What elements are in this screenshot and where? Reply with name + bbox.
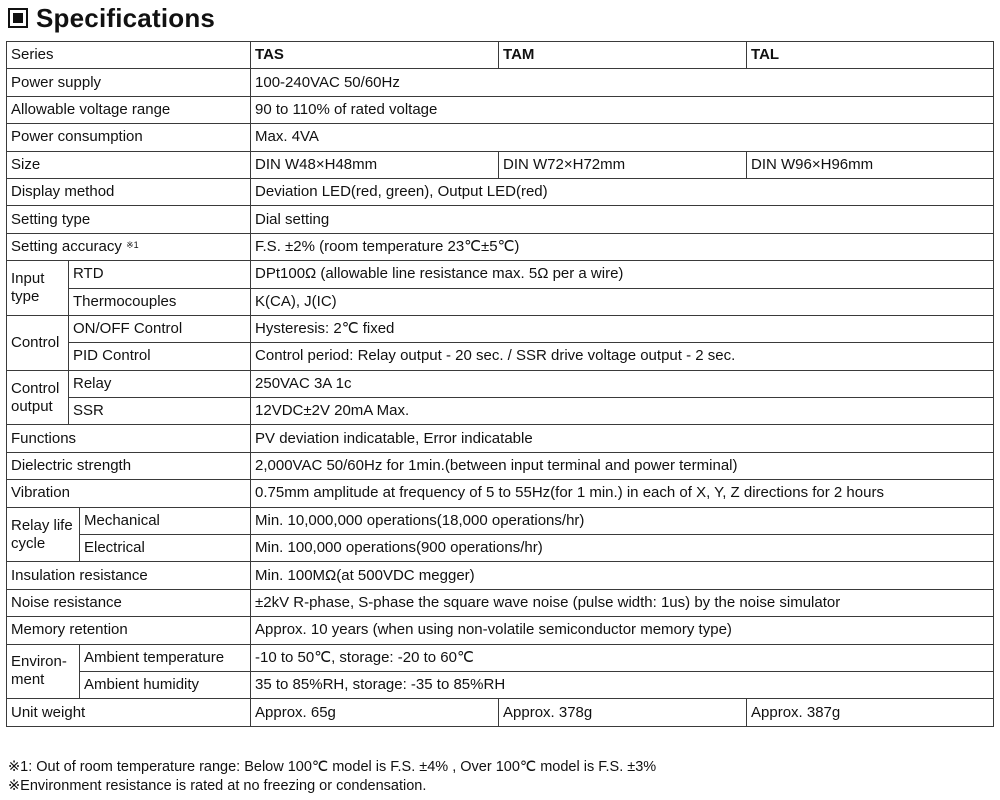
size-value-tal: DIN W96×H96mm [747, 151, 994, 178]
size-value-tam: DIN W72×H72mm [499, 151, 747, 178]
sub-label: Relay [69, 370, 251, 397]
row-value: 2,000VAC 50/60Hz for 1min.(between input terminal and power terminal) [251, 452, 994, 479]
row-value: PV deviation indicatable, Error indicatable [251, 425, 994, 452]
table-row-env-humidity [7, 671, 994, 698]
row-value: 12VDC±2V 20mA Max. [251, 398, 994, 425]
row-value: Hysteresis: 2℃ fixed [251, 315, 994, 342]
group-label-input-type: Input type [7, 261, 69, 316]
row-value: 250VAC 3A 1c [251, 370, 994, 397]
row-label: Setting type [7, 206, 251, 233]
row-label: Insulation resistance [7, 562, 251, 589]
row-value: Min. 100MΩ(at 500VDC megger) [251, 562, 994, 589]
row-value: F.S. ±2% (room temperature 23℃±5℃) [251, 233, 994, 260]
row-value: Max. 4VA [251, 124, 994, 151]
row-value: 100-240VAC 50/60Hz [251, 69, 994, 96]
table-row-unit-weight [7, 699, 994, 726]
table-row-setting-accuracy [7, 233, 994, 260]
table-row-functions [7, 425, 994, 452]
row-label: Setting accuracy [11, 237, 122, 255]
specifications-table [6, 41, 994, 727]
row-value: Min. 100,000 operations(900 operations/hr) [251, 535, 994, 562]
section-heading [8, 2, 215, 34]
sub-label: SSR [69, 398, 251, 425]
table-row-power-supply [7, 69, 994, 96]
row-value: 90 to 110% of rated voltage [251, 96, 994, 123]
table-row-voltage-range [7, 96, 994, 123]
sub-label: PID Control [69, 343, 251, 370]
row-label: Size [7, 151, 251, 178]
size-value-tas: DIN W48×H48mm [251, 151, 499, 178]
group-label-environment: Environ-ment [7, 644, 80, 699]
model-header-tal: TAL [747, 42, 994, 69]
weight-value-tas: Approx. 65g [251, 699, 499, 726]
row-label: Power consumption [7, 124, 251, 151]
group-label-control: Control [7, 315, 69, 370]
row-value: Min. 10,000,000 operations(18,000 operations/hr) [251, 507, 994, 534]
row-label: Noise resistance [7, 589, 251, 616]
row-value: K(CA), J(IC) [251, 288, 994, 315]
row-value: Deviation LED(red, green), Output LED(red) [251, 178, 994, 205]
footnote-mark: ※1 [126, 239, 139, 250]
row-label-cell [7, 233, 251, 260]
page-title: Specifications [36, 2, 216, 33]
table-row-series [7, 42, 994, 69]
row-value: Dial setting [251, 206, 994, 233]
sub-label: Thermocouples [69, 288, 251, 315]
table-row-input-rtd [7, 261, 994, 288]
sub-label: Mechanical [80, 507, 251, 534]
table-row-control-pid [7, 343, 994, 370]
row-value: ±2kV R-phase, S-phase the square wave noise (pulse width: 1us) by the noise simulator [251, 589, 994, 616]
row-label: Display method [7, 178, 251, 205]
weight-value-tam: Approx. 378g [499, 699, 747, 726]
table-row-dielectric [7, 452, 994, 479]
table-row-memory [7, 617, 994, 644]
sub-label: RTD [69, 261, 251, 288]
table-row-input-thermocouples [7, 288, 994, 315]
model-header-tas: TAS [251, 42, 499, 69]
row-label: Allowable voltage range [7, 96, 251, 123]
table-row-setting-type [7, 206, 994, 233]
row-label: Power supply [7, 69, 251, 96]
table-row-insulation [7, 562, 994, 589]
table-row-env-temperature [7, 644, 994, 671]
sub-label: Ambient temperature [80, 644, 251, 671]
group-label-control-output: Control output [7, 370, 69, 425]
model-header-tam: TAM [499, 42, 747, 69]
table-row-vibration [7, 480, 994, 507]
footnotes [8, 758, 656, 796]
row-label: Series [7, 42, 251, 69]
table-row-relay-electrical [7, 535, 994, 562]
row-label: Vibration [7, 480, 251, 507]
row-value: Control period: Relay output - 20 sec. / SSR drive voltage output - 2 sec. [251, 343, 994, 370]
square-bullet-icon [8, 8, 28, 28]
table-row-control-onoff [7, 315, 994, 342]
footnote-1: ※1: Out of room temperature range: Below 100℃ model is F.S. ±4% , Over 100℃ model is F.S. ±3% [8, 759, 657, 775]
sub-label: ON/OFF Control [69, 315, 251, 342]
row-value: 35 to 85%RH, storage: -35 to 85%RH [251, 671, 994, 698]
table-row-size [7, 151, 994, 178]
table-row-output-ssr [7, 398, 994, 425]
row-value: -10 to 50℃, storage: -20 to 60℃ [251, 644, 994, 671]
row-value: DPt100Ω (allowable line resistance max. 5Ω per a wire) [251, 261, 994, 288]
row-label: Memory retention [7, 617, 251, 644]
footnote-2: ※Environment resistance is rated at no freezing or condensation. [8, 778, 427, 794]
table-row-power-consumption [7, 124, 994, 151]
table-row-relay-mechanical [7, 507, 994, 534]
row-label: Unit weight [7, 699, 251, 726]
sub-label: Ambient humidity [80, 671, 251, 698]
weight-value-tal: Approx. 387g [747, 699, 994, 726]
row-label: Dielectric strength [7, 452, 251, 479]
row-label: Functions [7, 425, 251, 452]
sub-label: Electrical [80, 535, 251, 562]
row-value: Approx. 10 years (when using non-volatile semiconductor memory type) [251, 617, 994, 644]
row-value: 0.75mm amplitude at frequency of 5 to 55Hz(for 1 min.) in each of X, Y, Z directions for 2 hours [251, 480, 994, 507]
group-label-relay-life: Relay life cycle [7, 507, 80, 562]
table-row-output-relay [7, 370, 994, 397]
table-row-display-method [7, 178, 994, 205]
table-row-noise [7, 589, 994, 616]
